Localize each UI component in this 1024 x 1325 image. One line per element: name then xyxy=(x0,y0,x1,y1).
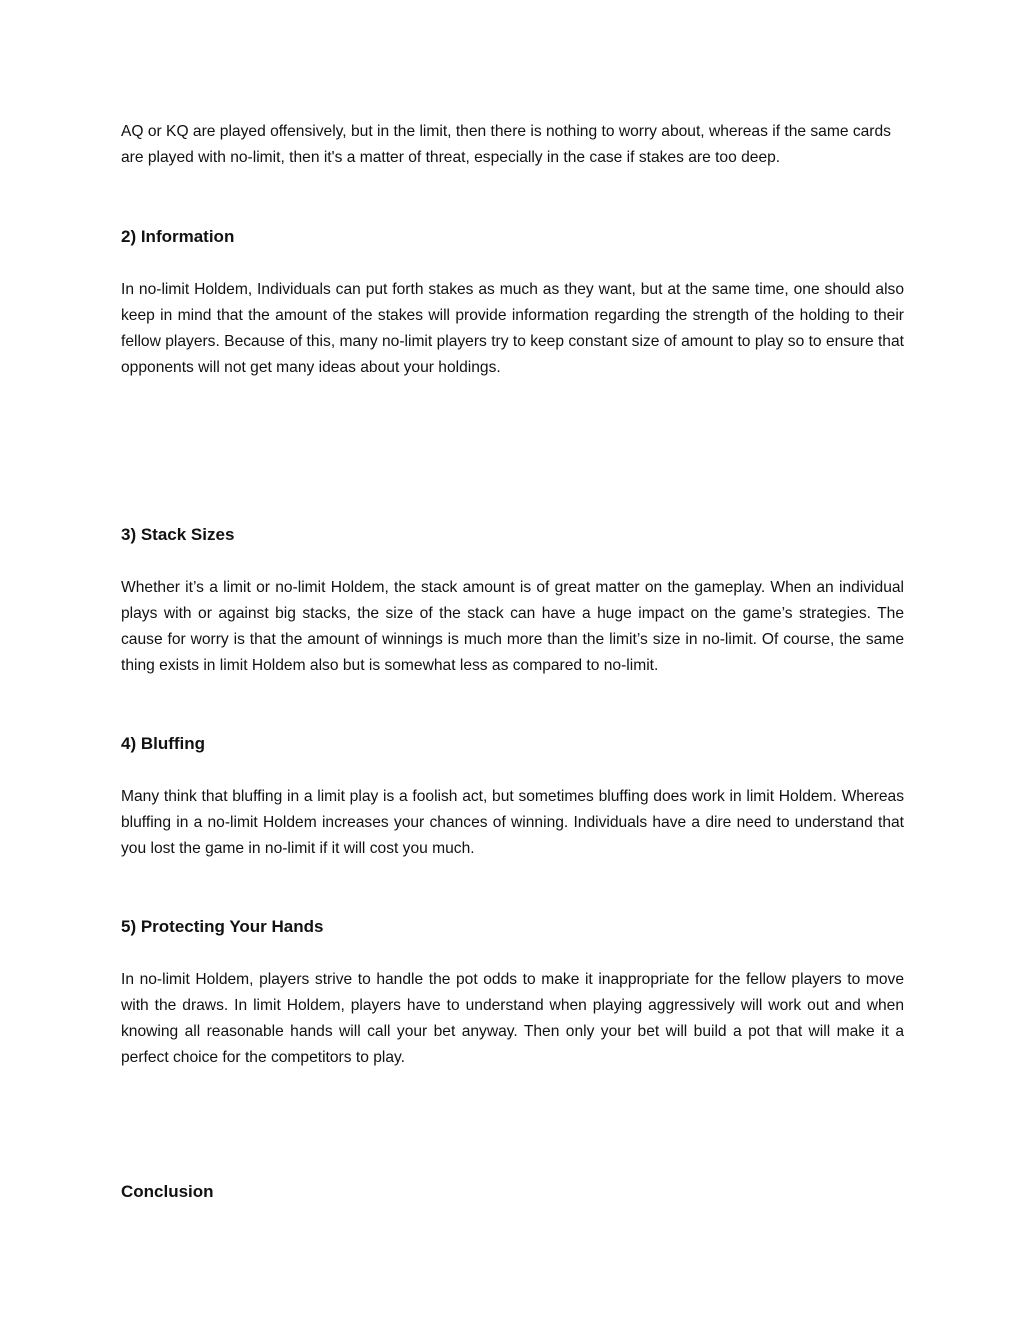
section-heading-protecting-your-hands: 5) Protecting Your Hands xyxy=(121,917,324,936)
section-body-stack-sizes: Whether it’s a limit or no-limit Holdem, the stack amount is of great matter on the gameplay. When an individual plays with or against big stacks, the size of the stack can have a huge impact on the game’s strategies. The cause for worry is that the amount of winnings is much more than the limit’s size in no-limit. Of course, the same thing exists in limit Holdem also but is somewhat less as compared to no-limit. xyxy=(121,579,904,674)
intro-paragraph: AQ or KQ are played offensively, but in the limit, then there is nothing to worry about, whereas if the same cards are played with no-limit, then it's a matter of threat, especially in the case if stakes are too deep. xyxy=(121,123,891,166)
section-heading-stack-sizes: 3) Stack Sizes xyxy=(121,525,235,544)
section-heading-conclusion: Conclusion xyxy=(121,1182,214,1201)
section-heading-bluffing: 4) Bluffing xyxy=(121,734,206,753)
section-body-protecting-your-hands: In no-limit Holdem, players strive to handle the pot odds to make it inappropriate for the fellow players to move with the draws. In limit Holdem, players have to understand when playing aggressively will work out and when knowing all reasonable hands will call your bet anyway. Then only your bet will build a pot that will make it a perfect choice for the competitors to play. xyxy=(121,971,904,1066)
section-body-information: In no-limit Holdem, Individuals can put forth stakes as much as they want, but at the same time, one should also keep in mind that the amount of the stakes will provide information regarding the strength of the holding to their fellow players. Because of this, many no-limit players try to keep constant size of amount to play so to ensure that opponents will not get many ideas about your holdings. xyxy=(121,281,904,376)
section-body-bluffing: Many think that bluffing in a limit play is a foolish act, but sometimes bluffing does work in limit Holdem. Whereas bluffing in a no-limit Holdem increases your chances of winning. Individuals have a dire need to understand that you lost the game in no-limit if it will cost you much. xyxy=(121,788,904,857)
section-heading-information: 2) Information xyxy=(121,227,235,246)
